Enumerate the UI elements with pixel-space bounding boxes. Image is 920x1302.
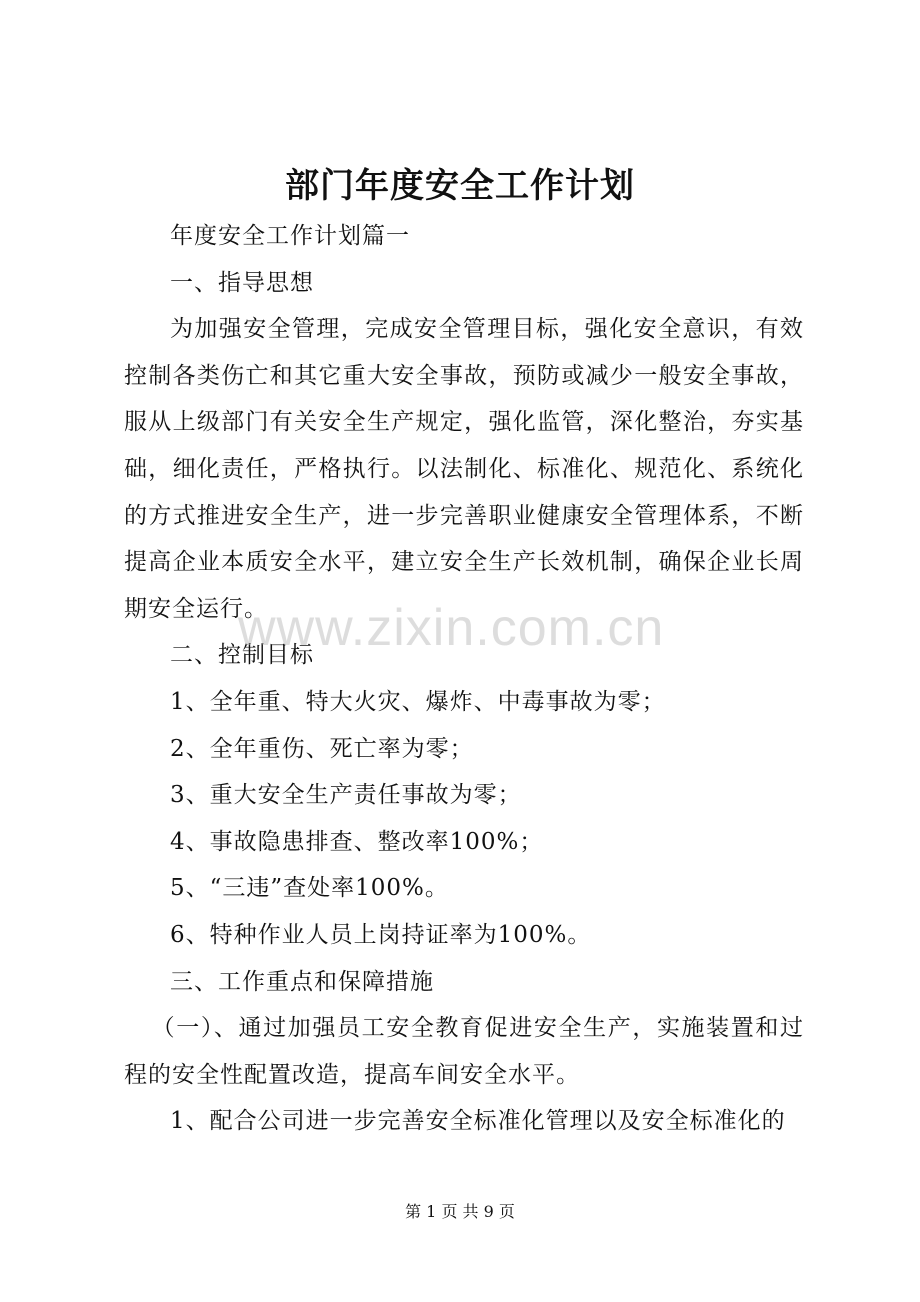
paragraph-guiding-ideology: 为加强安全管理，完成安全管理目标，强化安全意识，有效控制各类伤亡和其它重大安全事故，预防或减少一般安全事故，服从上级部门有关安全生产规定，强化监管，深化整治，夯实基础，细化责任，严格执行。以法制化、标准化、规范化、系统化的方式推进安全生产，进一步完善职业健康安全管理体系，不断提高企业本质安全水平，建立安全生产长效机制，确保企业长周期安全运行。 — [124, 316, 804, 622]
paragraph-key-work-1: （一）、通过加强员工安全教育促进安全生产，实施装置和过程的安全性配置改造，提高车间安全水平。 — [124, 1015, 804, 1088]
paragraph-target-1: 1、全年重、特大火灾、爆炸、中毒事故为零； — [170, 688, 666, 715]
page-footer: 第 1 页 共 9 页 — [405, 1202, 515, 1221]
paragraph-target-4: 4、事故隐患排查、整改率100%； — [170, 828, 544, 855]
paragraph-target-3: 3、重大安全生产责任事故为零； — [170, 782, 522, 809]
paragraph-heading-guiding-ideology: 一、指导思想 — [170, 269, 314, 296]
paragraph-target-6: 6、特种作业人员上岗持证率为100%。 — [170, 921, 592, 948]
paragraph-target-5: 5、“三违”查处率100%。 — [170, 875, 449, 902]
paragraph-heading-control-targets: 二、控制目标 — [170, 642, 314, 669]
document-title: 部门年度安全工作计划 — [285, 166, 635, 206]
paragraph-key-work-1-item-1: 1、配合公司进一步完善安全标准化管理以及安全标准化的 — [170, 1108, 786, 1135]
paragraph-section-heading: 年度安全工作计划篇一 — [170, 223, 410, 249]
document-body — [124, 213, 804, 1145]
paragraph-heading-key-work: 三、工作重点和保障措施 — [170, 968, 434, 995]
watermark: www.zixin.com.cn — [238, 599, 665, 657]
paragraph-target-2: 2、全年重伤、死亡率为零； — [170, 735, 474, 762]
